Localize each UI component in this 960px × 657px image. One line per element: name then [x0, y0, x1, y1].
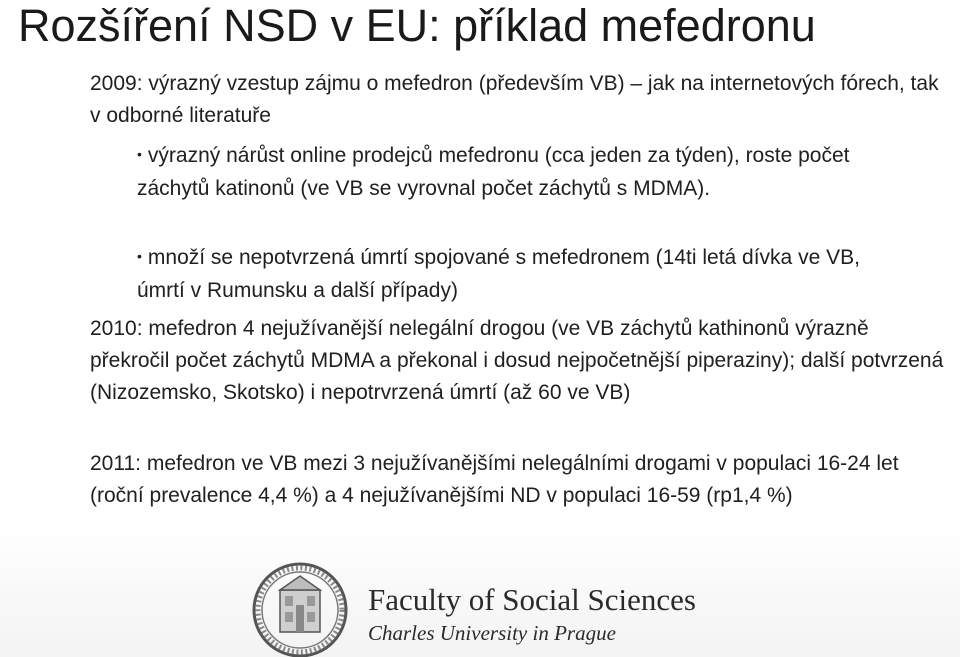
paragraph-2010: 2010: mefedron 4 nejužívanější nelegální drogou (ve VB záchytů kathinonů výrazně překročil počet záchytů MDMA a překonal i dosud nejpočetnější piperaziny); další potvrzená (Nizozemsko, Skotsko) i nepotrvrzená úmrtí (až 60 ve VB): [90, 317, 944, 404]
bullet-icon: •: [137, 248, 142, 264]
university-seal-icon: [250, 560, 350, 657]
bullet-icon: •: [137, 146, 142, 162]
faculty-name: Faculty of Social Sciences: [368, 582, 696, 617]
bullet-text: výrazný nárůst online prodejců mefedronu (cca jeden za týden), roste počet záchytů katinonů (ve VB se vyrovnal počet záchytů s MDMA).: [137, 144, 850, 200]
faculty-logo: [250, 560, 950, 657]
bullet-item-online-sellers: [137, 140, 917, 205]
slide-title: Rozšíření NSD v EU: příklad mefedronu: [18, 0, 816, 51]
bullet-item-deaths: [137, 242, 897, 307]
university-name: Charles University in Prague: [368, 621, 616, 645]
paragraph-2009: 2009: výrazný vzestup zájmu o mefedron (především VB) – jak na internetových fórech, tak v odborné literatuře: [90, 72, 939, 127]
bullet-text: množí se nepotvrzená úmrtí spojované s mefedronem (14ti letá dívka ve VB, úmrtí v Rumunsku a další případy): [137, 246, 860, 302]
paragraph-2011: 2011: mefedron ve VB mezi 3 nejužívanějšími nelegálními drogami v populaci 16-24 let (roční prevalence 4,4 %) a 4 nejužívanějšími ND v populaci 16-59 (rp1,4 %): [90, 452, 899, 507]
